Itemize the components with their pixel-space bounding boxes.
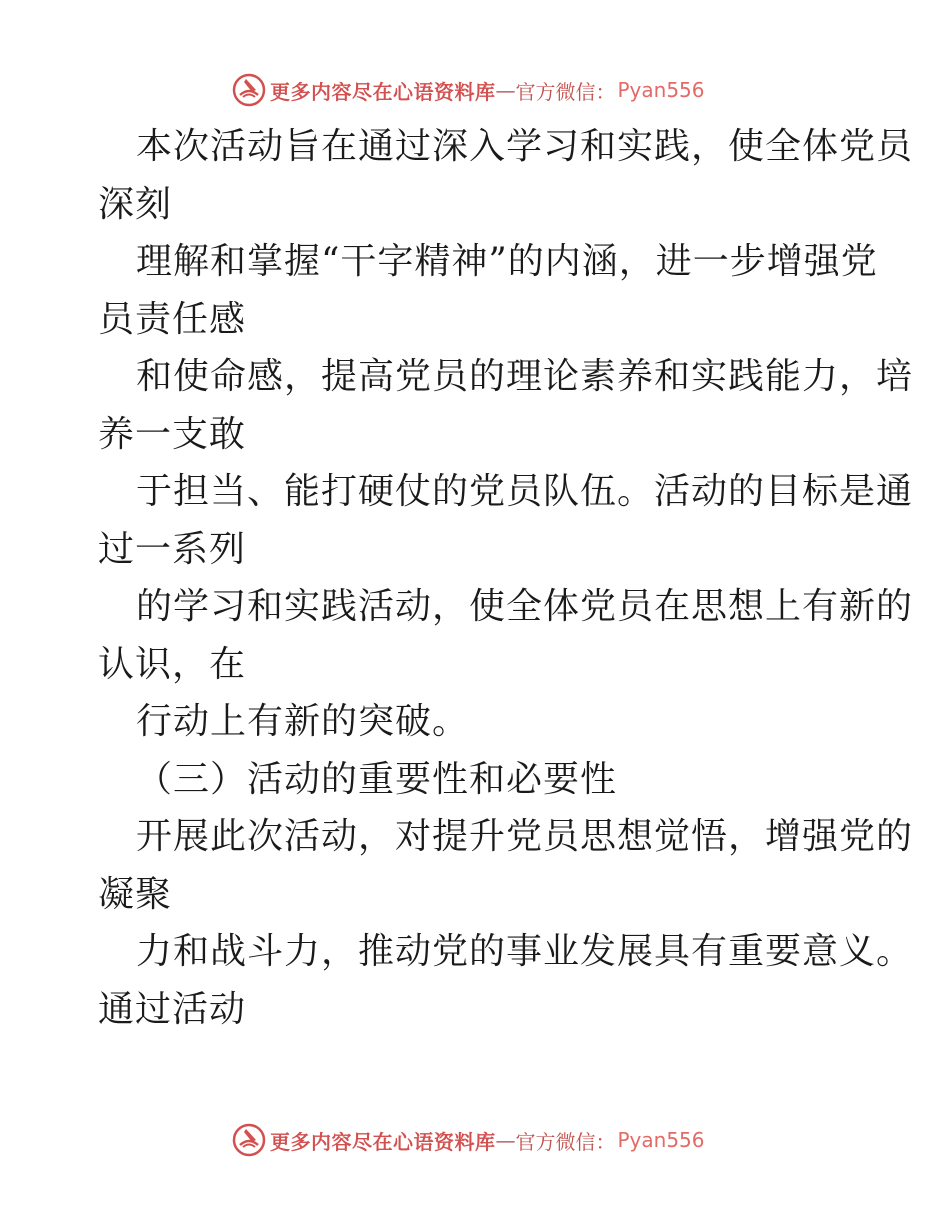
paragraph-line: 认识，在: [98, 643, 247, 685]
paragraph-line: 力和战斗力，推动党的事业发展具有重要意义。: [136, 931, 914, 972]
watermark-separator: —: [495, 78, 516, 102]
paragraph-line: 员责任感: [98, 298, 247, 340]
book-pen-logo-icon: [232, 73, 266, 107]
document-body: [98, 118, 914, 1038]
watermark-wechat-label: 官方微信：: [515, 1129, 616, 1154]
watermark-wechat-id: Pyan556: [617, 1128, 705, 1152]
paragraph-line: 理解和掌握“干字精神”的内涵，进一步增强党: [136, 241, 878, 282]
watermark-main-text: 更多内容尽在心语资料库: [270, 79, 496, 104]
paragraph-line: 行动上有新的突破。: [136, 701, 470, 742]
paragraph-line: 凝聚: [98, 873, 173, 915]
footer-watermark: [232, 1120, 752, 1160]
watermark-wechat-label: 官方微信：: [515, 79, 616, 104]
watermark-main-text: 更多内容尽在心语资料库: [270, 1129, 496, 1154]
section-heading: （三）活动的重要性和必要性: [136, 758, 618, 800]
book-pen-logo-icon: [232, 1123, 266, 1157]
paragraph-line: 养一支敢: [98, 413, 247, 455]
paragraph-line: 本次活动旨在通过深入学习和实践，使全体党员: [136, 126, 914, 167]
paragraph-line: 开展此次活动，对提升党员思想觉悟，增强党的: [136, 816, 914, 857]
paragraph-line: 的学习和实践活动，使全体党员在思想上有新的: [136, 586, 914, 627]
paragraph-line: 深刻: [98, 183, 173, 225]
paragraph-line: 于担当、能打硬仗的党员队伍。活动的目标是通: [136, 471, 914, 512]
paragraph-line: 通过活动: [98, 988, 247, 1030]
paragraph-line: 过一系列: [98, 528, 247, 570]
watermark-separator: —: [495, 1128, 516, 1152]
watermark-wechat-id: Pyan556: [617, 78, 705, 102]
paragraph-line: 和使命感，提高党员的理论素养和实践能力，培: [136, 356, 914, 397]
header-watermark: [232, 70, 752, 110]
